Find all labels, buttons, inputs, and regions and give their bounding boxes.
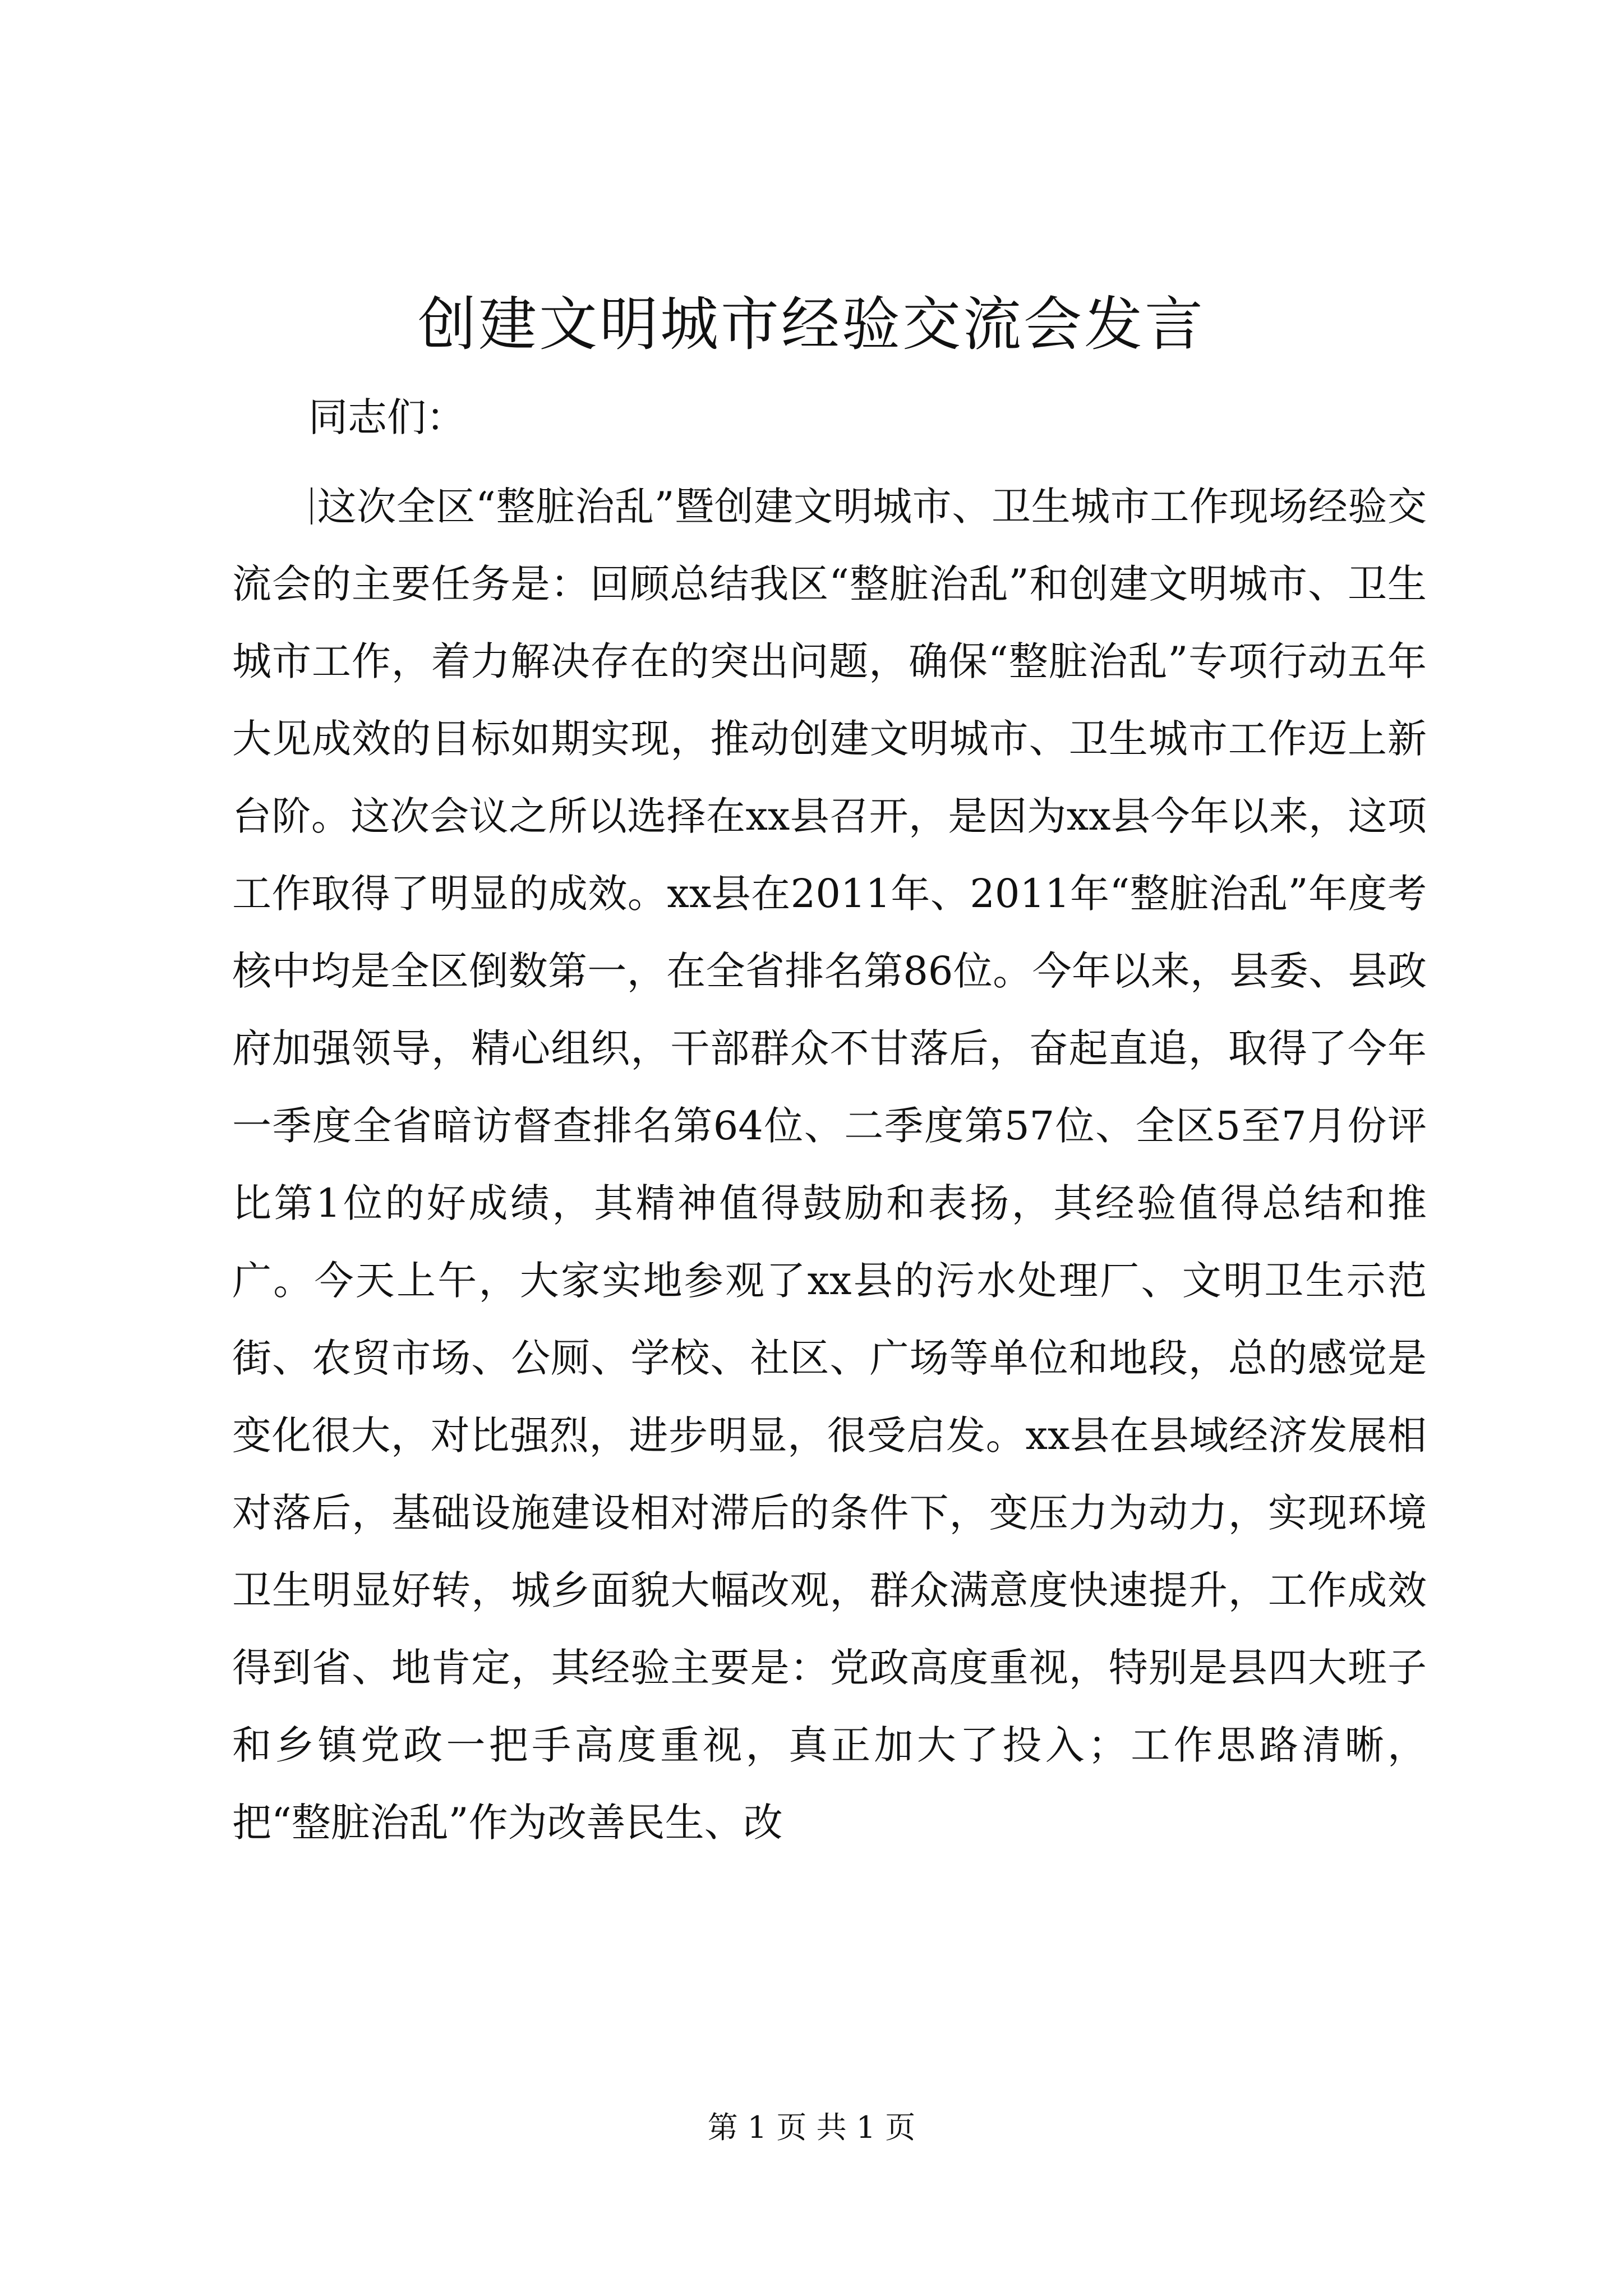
salutation: 同志们： (308, 394, 465, 440)
body-paragraph (232, 468, 1427, 1861)
page-footer: 第 1 页 共 1 页 (707, 2110, 916, 2145)
document-title: 创建文明城市经验交流会发言 (417, 290, 1205, 358)
text-cursor (311, 487, 312, 524)
body-paragraph-text: 这次全区“整脏治乱”暨创建文明城市、卫生城市工作现场经验交流会的主要任务是：回顾总结我区“整脏治乱”和创建文明城市、卫生城市工作，着力解决存在的突出问题，确保“整脏治乱”专项行动五年大见成效的目标如期实现，推动创建文明城市、卫生城市工作迈上新台阶。这次会议之所以选择在xx县召开，是因为xx县今年以来，这项工作取得了明显的成效。xx县在2011年、2011年“整脏治乱”年度考核中均是全区倒数第一，在全省排名第86位。今年以来，县委、县政府加强领导，精心组织，干部群众不甘落后，奋起直追，取得了今年一季度全省暗访督查排名第64位、二季度第57位、全区5至7月份评比第1位的好成绩，其精神值得鼓励和表扬，其经验值得总结和推广。今天上午，大家实地参观了xx县的污水处理厂、文明卫生示范街、农贸市场、公厕、学校、社区、广场等单位和地段，总的感觉是变化很大，对比强烈，进步明显，很受启发。xx县在县域经济发展相对落后，基础设施建设相对滞后的条件下，变压力为动力，实现环境卫生明显好转，城乡面貌大幅改观，群众满意度快速提升，工作成效得到省、地肯定，其经验主要是：党政高度重视，特别是县四大班子和乡镇党政一把手高度重视，真正加大了投入；工作思路清晰，把“整脏治乱”作为改善民生、改 (232, 484, 1427, 1846)
